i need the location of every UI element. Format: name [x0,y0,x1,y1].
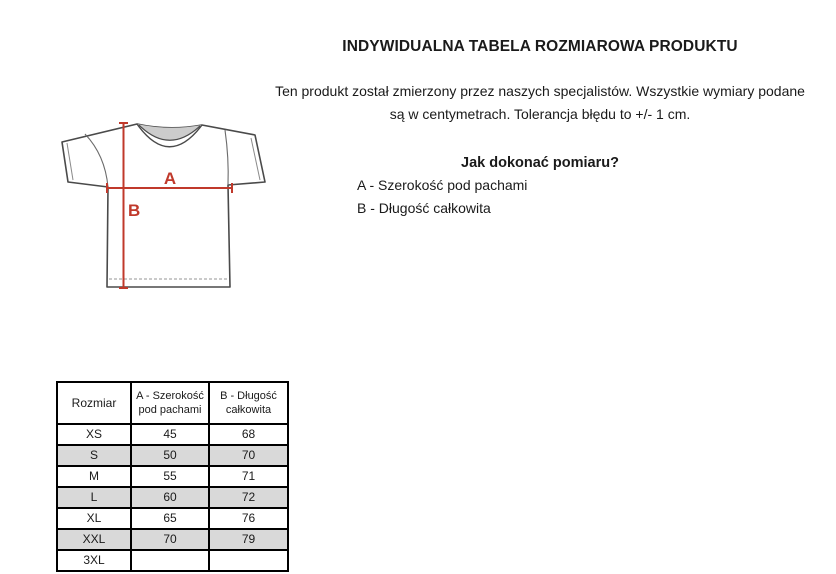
size-table [56,381,289,572]
length-value-cell: 71 [209,466,288,487]
header-length-b [209,382,288,424]
table-row [57,508,288,529]
width-value-cell: 70 [131,529,209,550]
length-value-cell: 79 [209,529,288,550]
length-value-cell: 72 [209,487,288,508]
width-value-cell: 50 [131,445,209,466]
width-value-cell: 55 [131,466,209,487]
diagram-label-b: B [128,201,141,220]
length-value-cell: 76 [209,508,288,529]
header-size: Rozmiar [57,382,131,424]
measure-a-description: A - Szerokość pod pachami [357,177,528,193]
size-cell: XXL [57,529,131,550]
diagram-label-a: A [163,169,177,188]
size-cell: L [57,487,131,508]
length-value-cell: 70 [209,445,288,466]
size-table-container [56,381,289,572]
size-cell: M [57,466,131,487]
header-width-a-line2: pod pachami [138,404,202,416]
width-value-cell: 65 [131,508,209,529]
size-cell: XL [57,508,131,529]
width-value-cell: 60 [131,487,209,508]
tshirt-outline [62,124,265,287]
size-cell: 3XL [57,550,131,571]
size-cell: S [57,445,131,466]
header-width-a [131,382,209,424]
table-row [57,466,288,487]
length-value-cell: 68 [209,424,288,445]
how-to-measure-heading: Jak dokonać pomiaru? [461,155,619,171]
width-value-cell [131,550,209,571]
header-length-b-line2: całkowita [225,404,272,416]
measure-b-description: B - Długość całkowita [357,200,491,216]
table-row [57,487,288,508]
page-title: INDYWIDUALNA TABELA ROZMIAROWA PRODUKTU [342,38,738,55]
table-row [57,550,288,571]
tshirt-measurement-diagram [55,110,285,302]
table-row [57,424,288,445]
table-header-row [57,382,288,424]
size-cell: XS [57,424,131,445]
header-width-a-line1: A - Szerokość [136,390,204,402]
intro-text: Ten produkt został zmierzony przez naszych specjalistów. Wszystkie wymiary podane są w centymetrach. Tolerancja błędu to +/- 1 cm. [275,83,805,122]
width-value-cell: 45 [131,424,209,445]
header-length-b-line1: B - Długość [220,390,277,402]
table-row [57,445,288,466]
table-row [57,529,288,550]
length-value-cell [209,550,288,571]
